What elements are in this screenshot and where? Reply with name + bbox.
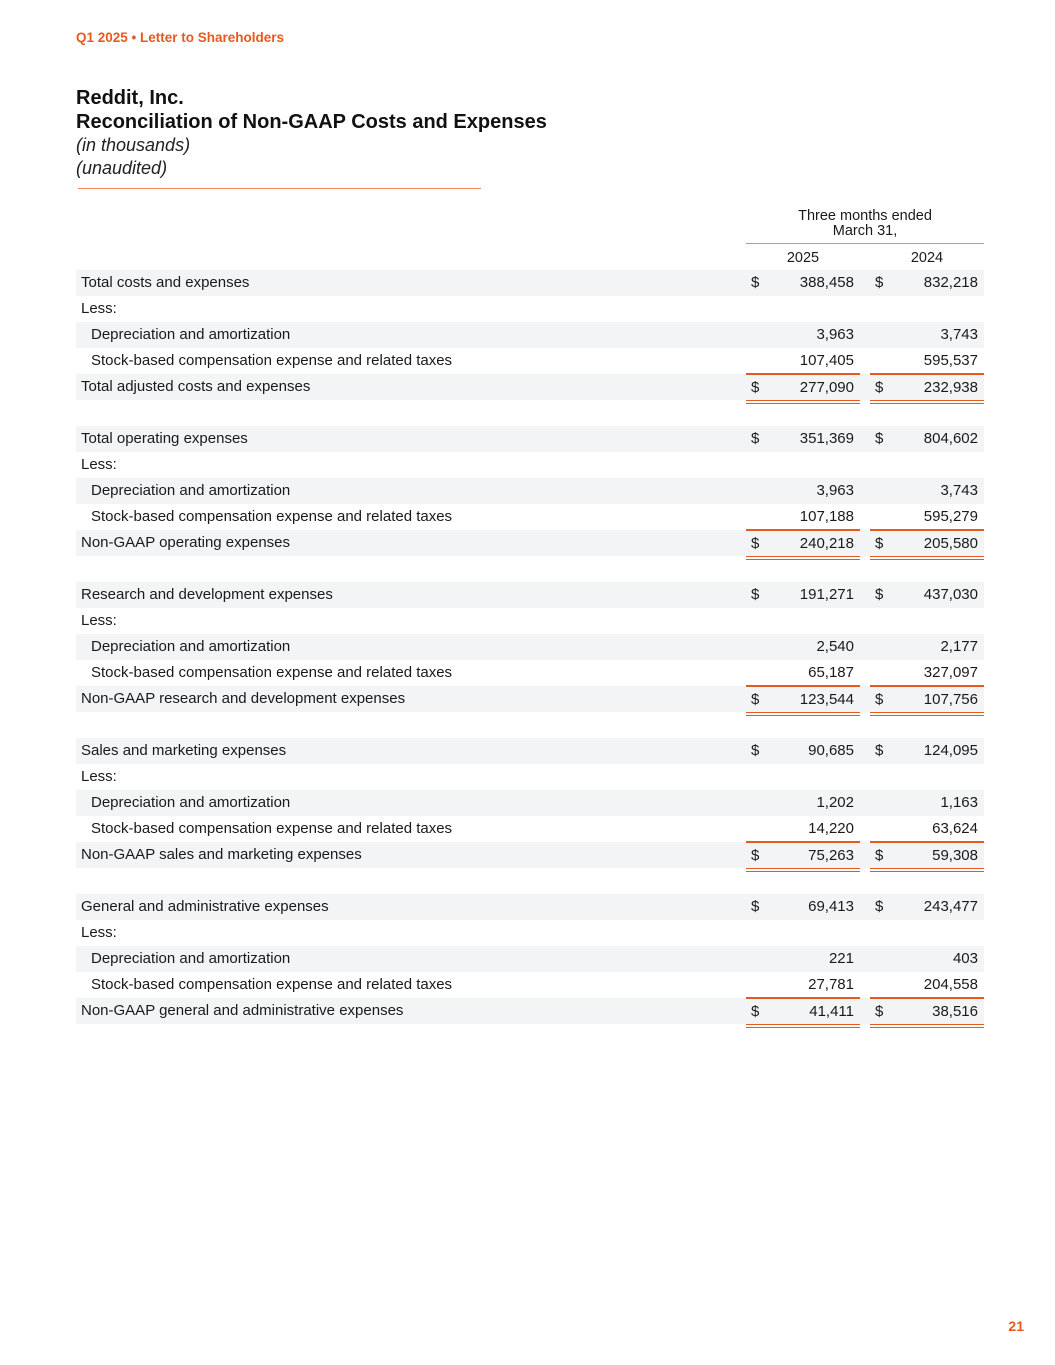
page-title: Reconciliation of Non-GAAP Costs and Expenses	[76, 111, 547, 133]
value-cell-2025	[746, 374, 860, 400]
value-number: 403	[952, 950, 978, 967]
currency-symbol: $	[751, 742, 760, 759]
table-row	[76, 842, 984, 868]
value-cell-2025	[746, 660, 860, 686]
value-cell-2025	[746, 530, 860, 556]
row-label: Non-GAAP research and development expenses	[81, 690, 406, 707]
value-cell-2024	[870, 660, 984, 686]
year-header-2025: 2025	[786, 250, 820, 266]
value-number: 832,218	[923, 274, 978, 291]
reconciliation-table	[76, 270, 984, 1024]
value-number: 277,090	[799, 379, 854, 396]
value-cell-2024	[870, 842, 984, 868]
currency-symbol: $	[875, 1003, 884, 1020]
row-label: Less:	[81, 924, 117, 941]
value-cell-2024	[870, 634, 984, 660]
value-cell-2024	[870, 530, 984, 556]
row-label: Stock-based compensation expense and related taxes	[91, 976, 453, 993]
value-number: 1,163	[940, 794, 978, 811]
value-number: 243,477	[923, 898, 978, 915]
value-cell-2025	[746, 426, 860, 452]
currency-symbol: $	[751, 430, 760, 447]
value-number: 437,030	[923, 586, 978, 603]
row-label: Less:	[81, 768, 117, 785]
row-label: Stock-based compensation expense and related taxes	[91, 352, 453, 369]
table-row	[76, 998, 984, 1024]
row-label: Research and development expenses	[81, 586, 333, 603]
row-label: Depreciation and amortization	[91, 950, 291, 967]
table-row	[76, 478, 984, 504]
table-row	[76, 426, 984, 452]
value-number: 27,781	[808, 976, 854, 993]
value-cell-2024	[870, 478, 984, 504]
row-label: Total adjusted costs and expenses	[81, 378, 311, 395]
row-label: Depreciation and amortization	[91, 794, 291, 811]
value-number: 63,624	[932, 820, 978, 837]
value-cell-2025	[746, 998, 860, 1024]
value-number: 2,177	[940, 638, 978, 655]
value-cell-2025	[746, 686, 860, 712]
table-row	[76, 582, 984, 608]
currency-symbol: $	[751, 847, 760, 864]
currency-symbol: $	[751, 535, 760, 552]
currency-symbol: $	[875, 274, 884, 291]
value-number: 3,963	[816, 326, 854, 343]
section-spacer	[76, 868, 984, 894]
value-cell-2025	[746, 348, 860, 374]
table-row	[76, 504, 984, 530]
value-number: 240,218	[799, 535, 854, 552]
value-cell-2024	[870, 894, 984, 920]
value-number: 351,369	[799, 430, 854, 447]
table-row	[76, 660, 984, 686]
row-label: Depreciation and amortization	[91, 638, 291, 655]
currency-symbol: $	[751, 274, 760, 291]
row-label: Non-GAAP general and administrative expenses	[81, 1002, 404, 1019]
table-row	[76, 452, 984, 478]
table-row	[76, 816, 984, 842]
value-cell-2024	[870, 322, 984, 348]
value-number: 123,544	[799, 691, 854, 708]
period-header-line2: March 31,	[832, 223, 898, 239]
value-cell-2024	[870, 790, 984, 816]
value-cell-2024	[870, 972, 984, 998]
company-name: Reddit, Inc.	[76, 87, 184, 109]
value-cell-2025	[746, 842, 860, 868]
value-cell-2025	[746, 946, 860, 972]
value-cell-2025	[746, 972, 860, 998]
value-number: 69,413	[808, 898, 854, 915]
value-number: 59,308	[932, 847, 978, 864]
section-spacer	[76, 556, 984, 582]
row-label: Less:	[81, 456, 117, 473]
value-number: 38,516	[932, 1003, 978, 1020]
value-number: 107,188	[799, 508, 854, 525]
period-header-line1: Three months ended	[798, 208, 932, 224]
title-divider	[78, 188, 481, 189]
value-cell-2024	[870, 946, 984, 972]
table-row	[76, 634, 984, 660]
value-number: 65,187	[808, 664, 854, 681]
row-label: Depreciation and amortization	[91, 326, 291, 343]
value-cell-2024	[870, 998, 984, 1024]
value-cell-2025	[746, 894, 860, 920]
table-row	[76, 972, 984, 998]
value-cell-2024	[870, 504, 984, 530]
currency-symbol: $	[751, 898, 760, 915]
value-number: 124,095	[923, 742, 978, 759]
value-cell-2025	[746, 322, 860, 348]
value-cell-2024	[870, 686, 984, 712]
value-cell-2025	[746, 790, 860, 816]
value-number: 595,279	[923, 508, 978, 525]
table-row	[76, 530, 984, 556]
value-number: 191,271	[799, 586, 854, 603]
row-label: Stock-based compensation expense and related taxes	[91, 664, 453, 681]
period-header-divider	[746, 243, 984, 244]
currency-symbol: $	[875, 847, 884, 864]
table-row	[76, 296, 984, 322]
value-cell-2024	[870, 426, 984, 452]
table-row	[76, 270, 984, 296]
currency-symbol: $	[751, 586, 760, 603]
value-number: 41,411	[809, 1003, 854, 1020]
table-row	[76, 686, 984, 712]
value-number: 3,743	[940, 482, 978, 499]
value-cell-2025	[746, 478, 860, 504]
document-header-tag: Q1 2025 • Letter to Shareholders	[76, 30, 285, 45]
value-cell-2024	[870, 374, 984, 400]
value-cell-2024	[870, 816, 984, 842]
table-row	[76, 920, 984, 946]
value-number: 1,202	[816, 794, 854, 811]
table-row	[76, 946, 984, 972]
currency-symbol: $	[875, 379, 884, 396]
value-cell-2025	[746, 504, 860, 530]
row-label: General and administrative expenses	[81, 898, 329, 915]
value-cell-2024	[870, 270, 984, 296]
value-cell-2025	[746, 582, 860, 608]
currency-symbol: $	[875, 535, 884, 552]
value-cell-2024	[870, 738, 984, 764]
value-number: 3,743	[940, 326, 978, 343]
value-number: 90,685	[808, 742, 854, 759]
table-row	[76, 790, 984, 816]
period-column-header	[746, 209, 984, 239]
section-spacer	[76, 712, 984, 738]
table-row	[76, 322, 984, 348]
value-number: 2,540	[816, 638, 854, 655]
currency-symbol: $	[751, 691, 760, 708]
currency-symbol: $	[875, 691, 884, 708]
currency-symbol: $	[875, 742, 884, 759]
value-number: 232,938	[923, 379, 978, 396]
row-label: Non-GAAP sales and marketing expenses	[81, 846, 362, 863]
value-cell-2025	[746, 270, 860, 296]
currency-symbol: $	[875, 430, 884, 447]
currency-symbol: $	[875, 898, 884, 915]
value-number: 595,537	[923, 352, 978, 369]
currency-symbol: $	[751, 1003, 760, 1020]
row-label: Non-GAAP operating expenses	[81, 534, 291, 551]
value-cell-2025	[746, 816, 860, 842]
value-cell-2024	[870, 582, 984, 608]
table-row	[76, 348, 984, 374]
table-row	[76, 738, 984, 764]
table-row	[76, 894, 984, 920]
value-number: 107,756	[923, 691, 978, 708]
value-number: 804,602	[923, 430, 978, 447]
row-label: Total costs and expenses	[81, 274, 250, 291]
currency-symbol: $	[875, 586, 884, 603]
currency-symbol: $	[751, 379, 760, 396]
row-label: Total operating expenses	[81, 430, 248, 447]
value-number: 107,405	[799, 352, 854, 369]
value-number: 388,458	[799, 274, 854, 291]
table-row	[76, 608, 984, 634]
value-number: 327,097	[923, 664, 978, 681]
section-spacer	[76, 400, 984, 426]
audit-note: (unaudited)	[76, 158, 168, 178]
value-number: 204,558	[923, 976, 978, 993]
row-label: Less:	[81, 612, 117, 629]
row-label: Depreciation and amortization	[91, 482, 291, 499]
table-row	[76, 374, 984, 400]
value-number: 75,263	[808, 847, 854, 864]
value-cell-2024	[870, 348, 984, 374]
page-number: 21	[1008, 1318, 1024, 1334]
value-cell-2025	[746, 634, 860, 660]
row-label: Sales and marketing expenses	[81, 742, 287, 759]
value-number: 3,963	[816, 482, 854, 499]
row-label: Stock-based compensation expense and related taxes	[91, 508, 453, 525]
row-label: Less:	[81, 300, 117, 317]
year-header-2024: 2024	[910, 250, 944, 266]
row-label: Stock-based compensation expense and related taxes	[91, 820, 453, 837]
value-number: 221	[828, 950, 854, 967]
table-row	[76, 764, 984, 790]
value-number: 14,220	[808, 820, 854, 837]
value-cell-2025	[746, 738, 860, 764]
title-block	[76, 86, 547, 180]
value-number: 205,580	[923, 535, 978, 552]
units-note: (in thousands)	[76, 135, 191, 155]
